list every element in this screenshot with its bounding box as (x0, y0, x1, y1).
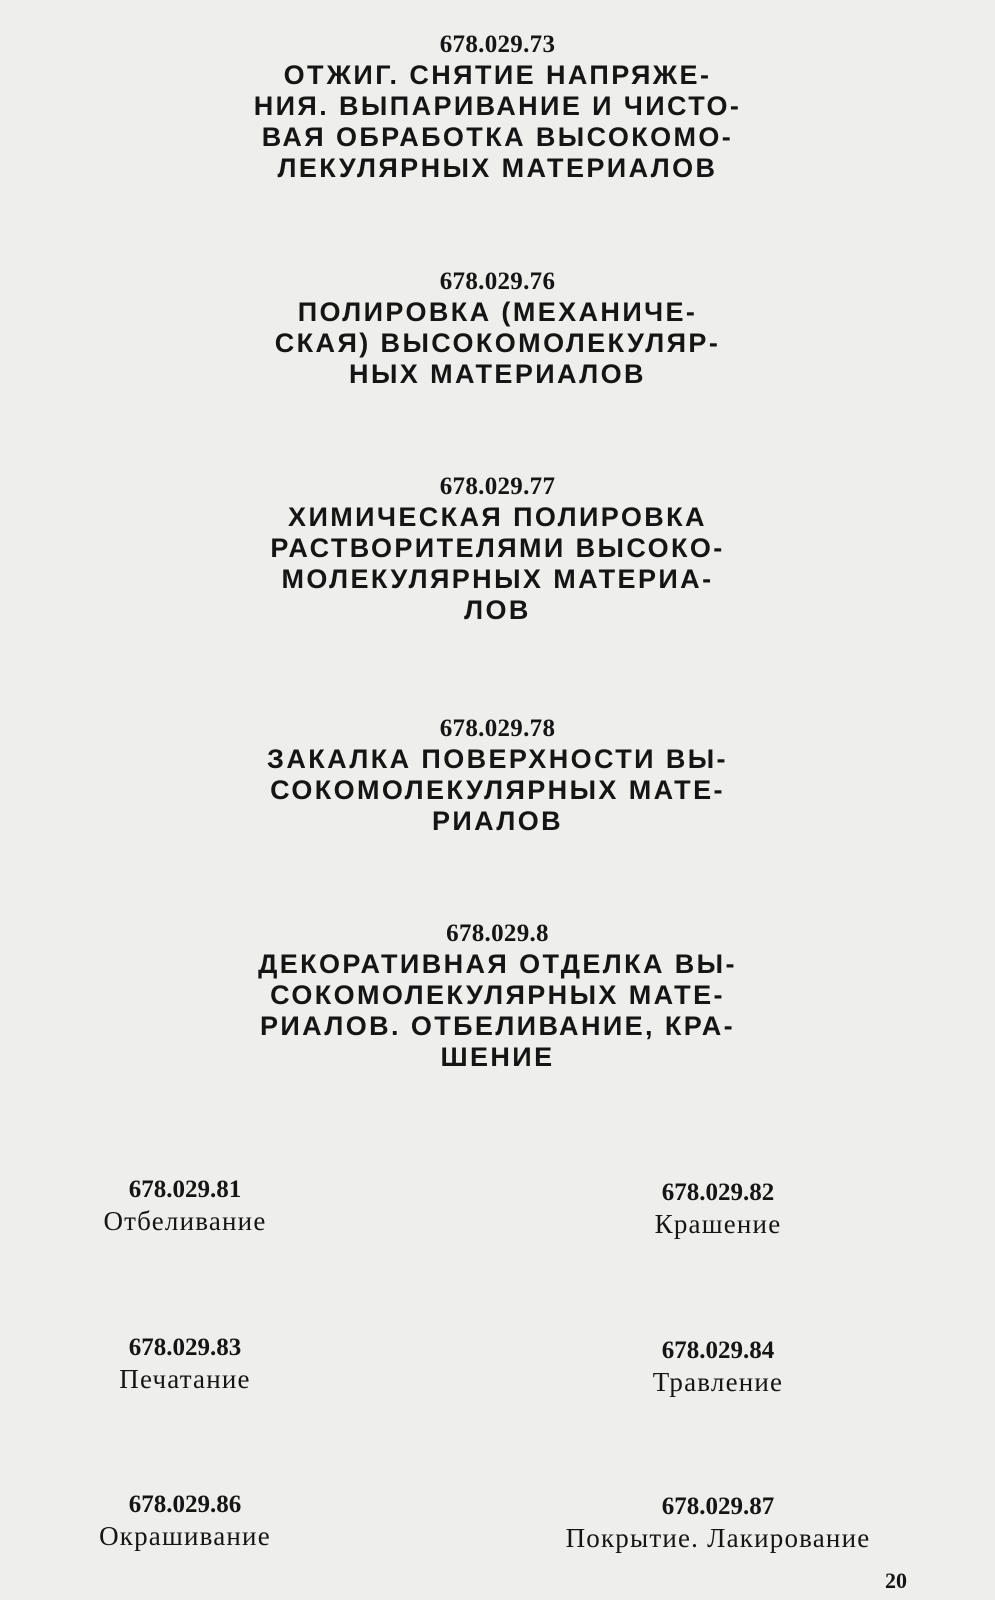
title-line: ЗАКАЛКА ПОВЕРХНОСТИ ВЫ- (267, 744, 728, 774)
subitem-678-029-87 (538, 1492, 898, 1554)
title-line: ЛОВ (464, 595, 531, 625)
title-line: РАСТВОРИТЕЛЯМИ ВЫСОКО- (270, 533, 725, 563)
section-code: 678.029.8 (446, 920, 549, 947)
title-line: СКАЯ) ВЫСОКОМОЛЕКУЛЯР- (274, 328, 721, 358)
title-line: ЛЕКУЛЯРНЫХ МАТЕРИАЛОВ (277, 153, 718, 183)
title-line: РИАЛОВ (431, 806, 564, 836)
section-title (0, 949, 995, 1073)
title-line: СОКОМОЛЕКУЛЯРНЫХ МАТЕ- (270, 775, 725, 805)
section-title (0, 744, 995, 837)
section-code: 678.029.78 (439, 715, 556, 742)
subitem-code: 678.029.86 (128, 1491, 242, 1518)
subitem-code: 678.029.87 (661, 1493, 775, 1520)
title-line: МОЛЕКУЛЯРНЫХ МАТЕРИА- (281, 564, 714, 594)
page-number: 20 (885, 1568, 907, 1593)
subitem-label: Покрытие. Лакирование (565, 1523, 871, 1553)
title-line: ВАЯ ОБРАБОТКА ВЫСОКОМО- (261, 122, 734, 152)
title-line: СОКОМОЛЕКУЛЯРНЫХ МАТЕ- (270, 980, 725, 1010)
subitem-code: 678.029.84 (661, 1337, 775, 1364)
section-678-029-77 (0, 472, 995, 626)
subitem-label: Отбеливание (103, 1206, 267, 1236)
subitem-label: Крашение (654, 1209, 782, 1239)
subitem-678-029-86 (85, 1490, 285, 1552)
subitem-code: 678.029.82 (661, 1179, 775, 1206)
subitem-678-029-83 (85, 1333, 285, 1395)
title-line: НИЯ. ВЫПАРИВАНИЕ И ЧИСТО- (253, 91, 742, 121)
title-line: ХИМИЧЕСКАЯ ПОЛИРОВКА (288, 502, 707, 532)
title-line: ДЕКОРАТИВНАЯ ОТДЕЛКА ВЫ- (258, 949, 737, 979)
section-title (0, 502, 995, 626)
subitem-label: Травление (652, 1367, 784, 1397)
subitem-label: Печатание (119, 1364, 251, 1394)
section-678-029-78 (0, 714, 995, 837)
section-678-029-73 (0, 30, 995, 184)
title-line: РИАЛОВ. ОТБЕЛИВАНИЕ, КРА- (259, 1011, 736, 1041)
section-678-029-8 (0, 919, 995, 1073)
section-code: 678.029.77 (439, 473, 556, 500)
subitem-code: 678.029.83 (128, 1334, 242, 1361)
title-line: ПОЛИРОВКА (МЕХАНИЧЕ- (297, 297, 698, 327)
subitem-code: 678.029.81 (128, 1176, 242, 1203)
section-code: 678.029.73 (439, 31, 556, 58)
section-678-029-76 (0, 267, 995, 390)
section-code: 678.029.76 (439, 268, 556, 295)
subitem-678-029-82 (618, 1178, 818, 1240)
section-title (0, 297, 995, 390)
section-title (0, 60, 995, 184)
title-line: ОТЖИГ. СНЯТИЕ НАПРЯЖЕ- (283, 60, 712, 90)
title-line: НЫХ МАТЕРИАЛОВ (349, 359, 646, 389)
subitem-678-029-84 (618, 1336, 818, 1398)
subitem-678-029-81 (85, 1175, 285, 1237)
subitem-label: Окрашивание (99, 1521, 271, 1551)
title-line: ШЕНИЕ (440, 1042, 555, 1072)
